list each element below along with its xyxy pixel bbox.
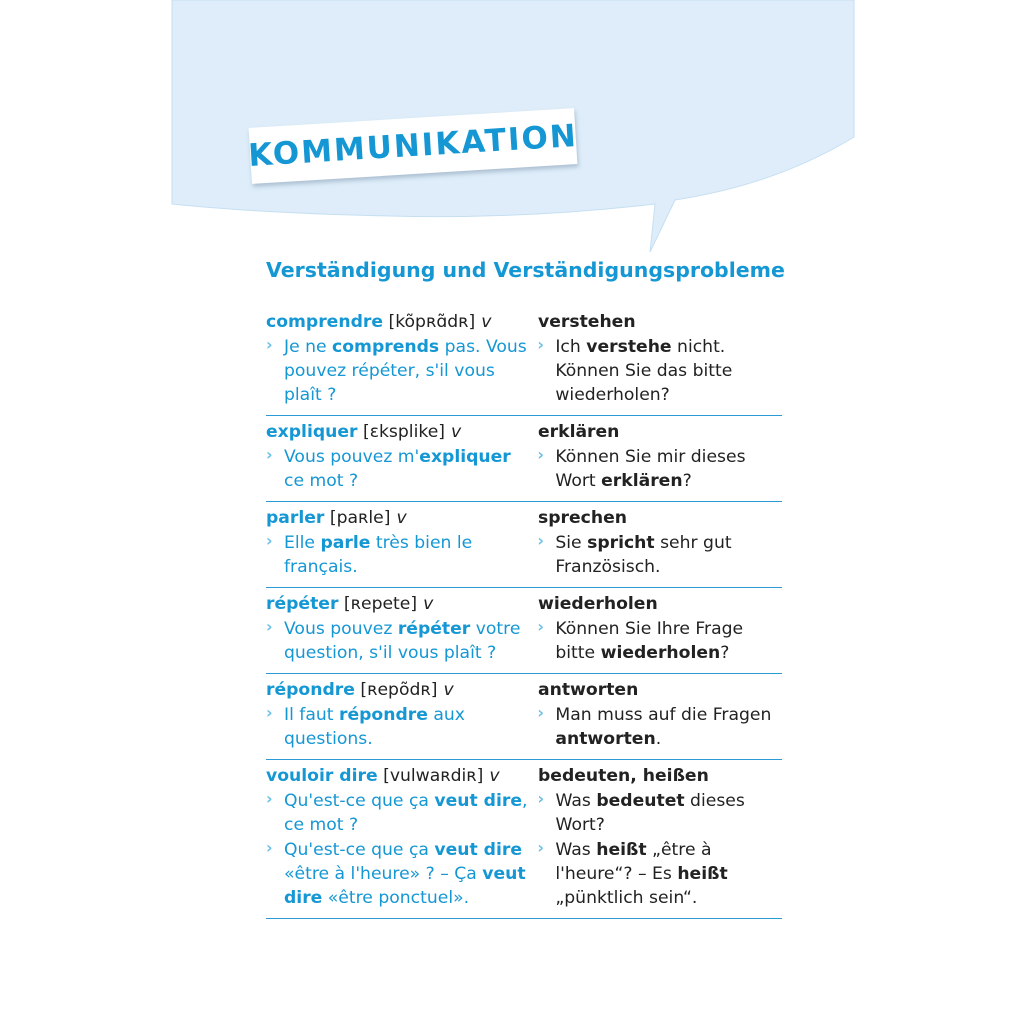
pronunciation: [paʀle] [329, 508, 391, 528]
example-row [266, 702, 782, 751]
chevron-right-icon: › [266, 838, 273, 857]
example-text: ? [682, 471, 692, 491]
entry-head-row [266, 678, 782, 702]
example-text: dieses [684, 791, 745, 811]
example-text: bitte [555, 643, 601, 663]
headword: répéter [266, 594, 339, 614]
keyword: répondre [339, 705, 428, 725]
translation: bedeuten, heißen [538, 766, 709, 786]
entry-head-row [266, 592, 782, 616]
example-text: Wort [555, 471, 602, 491]
example-text: question, s'il vous plaît ? [284, 643, 497, 663]
part-of-speech: v [481, 312, 492, 332]
example-text: ? [720, 643, 730, 663]
translation: erklären [538, 422, 620, 442]
entry-head-row [266, 764, 782, 788]
chevron-right-icon: › [266, 789, 273, 808]
chevron-right-icon: › [537, 617, 544, 636]
keyword: bedeutet [596, 791, 685, 811]
headword-line [266, 506, 528, 530]
chevron-right-icon: › [537, 335, 544, 354]
example-line [555, 641, 782, 665]
chevron-right-icon: › [537, 703, 544, 722]
example-line [555, 813, 782, 837]
chapter-title: KOMMUNIKATION [247, 117, 579, 175]
example-text: Je ne [284, 337, 333, 357]
example-line [555, 617, 782, 641]
example-french [266, 789, 527, 837]
translation: antworten [538, 680, 639, 700]
example-text: l'heure“? – Es [555, 864, 678, 884]
chevron-right-icon: › [537, 445, 544, 464]
headword: comprendre [266, 312, 384, 332]
keyword: spricht [587, 533, 655, 553]
part-of-speech: v [396, 508, 407, 528]
example-text: ce mot ? [284, 815, 359, 835]
example-text: Qu'est-ce que ça [284, 840, 435, 860]
keyword: erklären [601, 471, 683, 491]
translation: sprechen [538, 508, 627, 528]
example-text: Sie [555, 533, 588, 553]
example-text: „pünktlich sein“. [555, 888, 698, 908]
example-text: Vous pouvez m' [284, 447, 420, 467]
example-row [266, 530, 782, 579]
example-french [266, 838, 527, 910]
example-line [555, 531, 782, 555]
keyword: dire [284, 888, 323, 908]
headword: parler [266, 508, 325, 528]
vocab-entry [266, 306, 782, 416]
keyword: antworten [555, 729, 656, 749]
example-line [555, 335, 782, 359]
example-line [284, 531, 527, 555]
entry-head-row [266, 310, 782, 334]
example-text: «être à l'heure» ? – Ça [284, 864, 483, 884]
example-text: sehr gut [654, 533, 732, 553]
example-text: aux [427, 705, 465, 725]
headword-line [266, 420, 528, 444]
example-line [284, 703, 527, 727]
example-line [284, 335, 527, 359]
example-line [284, 617, 527, 641]
example-line [284, 555, 527, 579]
vocab-entry [266, 674, 782, 760]
example-line [284, 886, 527, 910]
example-text: . [655, 729, 662, 749]
example-text: Qu'est-ce que ça [284, 791, 435, 811]
keyword: verstehe [586, 337, 672, 357]
example-text: Ich [555, 337, 587, 357]
example-text: Vous pouvez [284, 619, 398, 639]
entry-head-row [266, 506, 782, 530]
example-line [284, 813, 527, 837]
example-line [555, 383, 782, 407]
example-german [537, 703, 782, 751]
vocab-entry [266, 416, 782, 502]
chevron-right-icon: › [266, 531, 273, 550]
part-of-speech: v [443, 680, 454, 700]
headword-line [266, 310, 528, 334]
example-text: ce mot ? [284, 471, 359, 491]
example-text: Was [555, 791, 597, 811]
example-row [266, 837, 782, 910]
example-line [284, 359, 527, 383]
keyword: expliquer [419, 447, 511, 467]
example-line [284, 641, 527, 665]
chevron-right-icon: › [266, 335, 273, 354]
example-text: Wort? [555, 815, 605, 835]
example-line [555, 469, 782, 493]
example-text: Können Sie mir dieses [555, 447, 746, 467]
headword-line [266, 592, 528, 616]
pronunciation: [kõpʀɑ̃dʀ] [388, 312, 476, 332]
example-line [284, 838, 527, 862]
section-heading: Verständigung und Verständigungsprobleme [266, 258, 785, 282]
example-german [537, 445, 782, 493]
example-text: Elle [284, 533, 321, 553]
example-text: Französisch. [555, 557, 661, 577]
keyword: heißt [677, 864, 728, 884]
pronunciation: [ʀepete] [343, 594, 418, 614]
example-line [555, 359, 782, 383]
pronunciation: [vulwaʀdiʀ] [383, 766, 484, 786]
example-row [266, 444, 782, 493]
keyword: parle [320, 533, 371, 553]
example-text: Was [555, 840, 597, 860]
example-line [555, 727, 782, 751]
keyword: veut [482, 864, 526, 884]
example-line [555, 445, 782, 469]
example-row [266, 788, 782, 837]
example-line [284, 862, 527, 886]
example-text: „être à [646, 840, 712, 860]
entry-head-row [266, 420, 782, 444]
example-french [266, 703, 527, 751]
example-french [266, 617, 527, 665]
chevron-right-icon: › [537, 838, 544, 857]
example-german [537, 789, 782, 837]
example-line [555, 838, 782, 862]
vocab-entry [266, 760, 782, 919]
example-french [266, 335, 527, 407]
chevron-right-icon: › [266, 703, 273, 722]
example-text: Man muss auf die Fragen [555, 705, 772, 725]
example-line [284, 789, 527, 813]
example-line [284, 727, 527, 751]
example-german [537, 531, 782, 579]
pronunciation: [ɛksplike] [362, 422, 445, 442]
example-text: Il faut [284, 705, 339, 725]
example-text: questions. [284, 729, 373, 749]
translation: wiederholen [538, 594, 658, 614]
part-of-speech: v [423, 594, 434, 614]
example-german [537, 617, 782, 665]
part-of-speech: v [450, 422, 462, 442]
keyword: wiederholen [600, 643, 721, 663]
keyword: veut dire [434, 791, 523, 811]
example-row [266, 616, 782, 665]
keyword: comprends [332, 337, 440, 357]
headword: vouloir dire [266, 766, 378, 786]
example-line [555, 703, 782, 727]
example-text: «être ponctuel». [322, 888, 470, 908]
translation: verstehen [538, 312, 636, 332]
pronunciation: [ʀepõdʀ] [360, 680, 438, 700]
part-of-speech: v [489, 766, 500, 786]
example-text: Können Sie das bitte [555, 361, 733, 381]
keyword: veut dire [434, 840, 523, 860]
keyword: heißt [596, 840, 647, 860]
example-text: votre [470, 619, 521, 639]
example-row [266, 334, 782, 407]
example-line [284, 383, 527, 407]
chevron-right-icon: › [266, 617, 273, 636]
example-french [266, 531, 527, 579]
chevron-right-icon: › [537, 789, 545, 808]
example-text: Können Sie Ihre Frage [555, 619, 744, 639]
example-text: nicht. [671, 337, 726, 357]
chevron-right-icon: › [537, 531, 544, 550]
headword: expliquer [266, 422, 358, 442]
example-german [537, 838, 782, 910]
example-text: , [522, 791, 528, 811]
headword-line [266, 764, 528, 788]
headword: répondre [266, 680, 355, 700]
example-line [555, 789, 782, 813]
vocab-entry [266, 588, 782, 674]
headword-line [266, 678, 528, 702]
example-line [284, 445, 527, 469]
example-text: plaît ? [284, 385, 337, 405]
example-line [555, 555, 782, 579]
example-line [284, 469, 527, 493]
chevron-right-icon: › [266, 445, 273, 464]
example-french [266, 445, 527, 493]
example-line [555, 886, 782, 910]
example-text: pas. Vous [439, 337, 527, 357]
vocab-entry [266, 502, 782, 588]
example-text: wiederholen? [555, 385, 670, 405]
example-text: pouvez répéter, s'il vous [284, 361, 495, 381]
vocabulary-list [266, 306, 782, 919]
keyword: répéter [397, 619, 471, 639]
example-text: très bien le [370, 533, 473, 553]
example-german [537, 335, 782, 407]
example-text: français. [284, 557, 358, 577]
example-line [555, 862, 782, 886]
